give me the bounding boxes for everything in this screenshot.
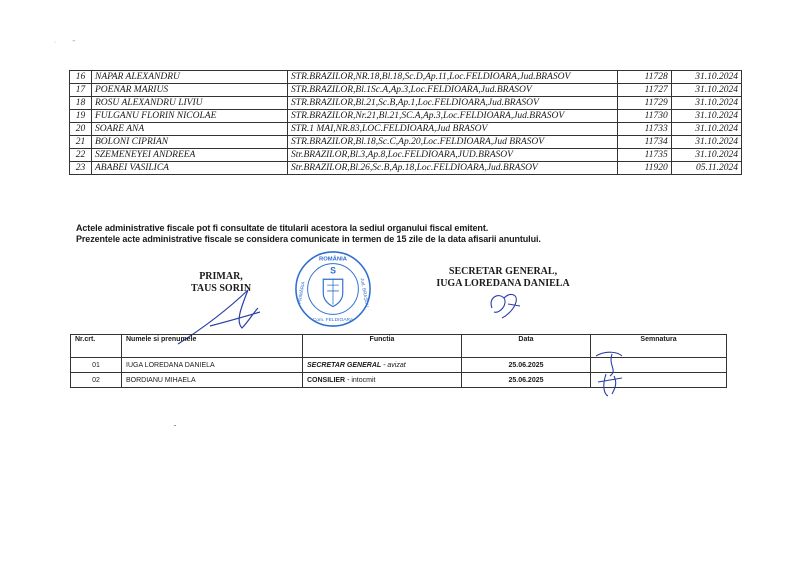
stamp-letter: S (330, 265, 336, 276)
taxpayer-table (69, 70, 742, 175)
table-row: 23 ABABEI VASILICA Str.BRAZILOR,Bl.26,Sc.B,Ap.18,Loc.FELDIOARA,Jud.BRASOV 11920 05.11.2024 (70, 162, 742, 175)
primar-name: TAUS SORIN (190, 283, 252, 294)
header-name: Numele si prenumele (122, 335, 303, 358)
row-signatures-icon (592, 346, 628, 398)
table-row: 20 SOARE ANA STR.1 MAI,NR.83,LOC.FELDIOARA,Jud BRASOV 11733 31.10.2024 (70, 123, 742, 136)
signoff-header-row (71, 335, 727, 358)
stamp-right-text: Jud. BRAȘOV (359, 277, 370, 308)
notice-communication: Prezentele acte administrative fiscale se considera comunicate in termen de 15 zile de la data afisarii anuntului. (76, 234, 541, 244)
header-nrcrt: Nr.crt. (71, 335, 122, 358)
scan-speck (174, 425, 176, 426)
primar-title: PRIMAR, (199, 271, 243, 282)
secretar-title: SECRETAR GENERAL, (448, 266, 558, 277)
table-row: 18 ROSU ALEXANDRU LIVIU STR.BRAZILOR,Bl.21,Sc.B,Ap.1,Loc.FELDIOARA,Jud.BRASOV 11729 31.10.2024 (70, 97, 742, 110)
stamp-top-text: ROMÂNIA (319, 256, 347, 263)
stamp-left-text: PRIMĂRIA (296, 281, 306, 305)
table-row: 21 BOLONI CIPRIAN STR.BRAZILOR,Bl.18,Sc.C,Ap.20,Loc.FELDIOARA,Jud BRASOV 11734 31.10.2024 (70, 136, 742, 149)
header-signature: Semnatura (591, 335, 727, 358)
table-row: 19 FULGANU FLORIN NICOLAE STR.BRAZILOR,Nr.21,Bl.21,SC.A,Ap.3,Loc.FELDIOARA,Jud.BRASOV 11730 31.10.2024 (70, 110, 742, 123)
table-row: 16 NAPAR ALEXANDRU STR.BRAZILOR,NR.18,Bl.18,Sc.D,Ap.11,Loc.FELDIOARA,Jud.BRASOV 11728 31.10.2024 (70, 71, 742, 84)
secretar-block (430, 266, 576, 290)
stamp-bottom-text: Com. FELDIOARA (312, 318, 354, 324)
table-row: 22 SZEMENEYEI ANDREEA Str.BRAZILOR,Bl.3,Ap.8,Loc.FELDIOARA,JUD.BRASOV 11735 31.10.2024 (70, 149, 742, 162)
notice-consultation: Actele administrative fiscale pot fi consultate de titularii acestora la sediul organului fiscal emitent. (76, 223, 489, 233)
header-function: Functia (303, 335, 462, 358)
scan-specks: · '' (54, 40, 75, 46)
secretar-signature-icon (486, 288, 526, 322)
signoff-table (70, 334, 727, 388)
secretar-name: IUGA LOREDANA DANIELA (436, 278, 570, 289)
official-stamp-icon (294, 250, 372, 328)
table-row: 01 IUGA LOREDANA DANIELA SECRETAR GENERAL - avizat 25.06.2025 (71, 358, 727, 373)
header-date: Data (462, 335, 591, 358)
table-row: 17 POENAR MARIUS STR.BRAZILOR,Bl.1Sc.A,Ap.3,Loc.FELDIOARA,Jud.BRASOV 11727 31.10.2024 (70, 84, 742, 97)
table-row: 02 BORDIANU MIHAELA CONSILIER - intocmit 25.06.2025 (71, 373, 727, 388)
